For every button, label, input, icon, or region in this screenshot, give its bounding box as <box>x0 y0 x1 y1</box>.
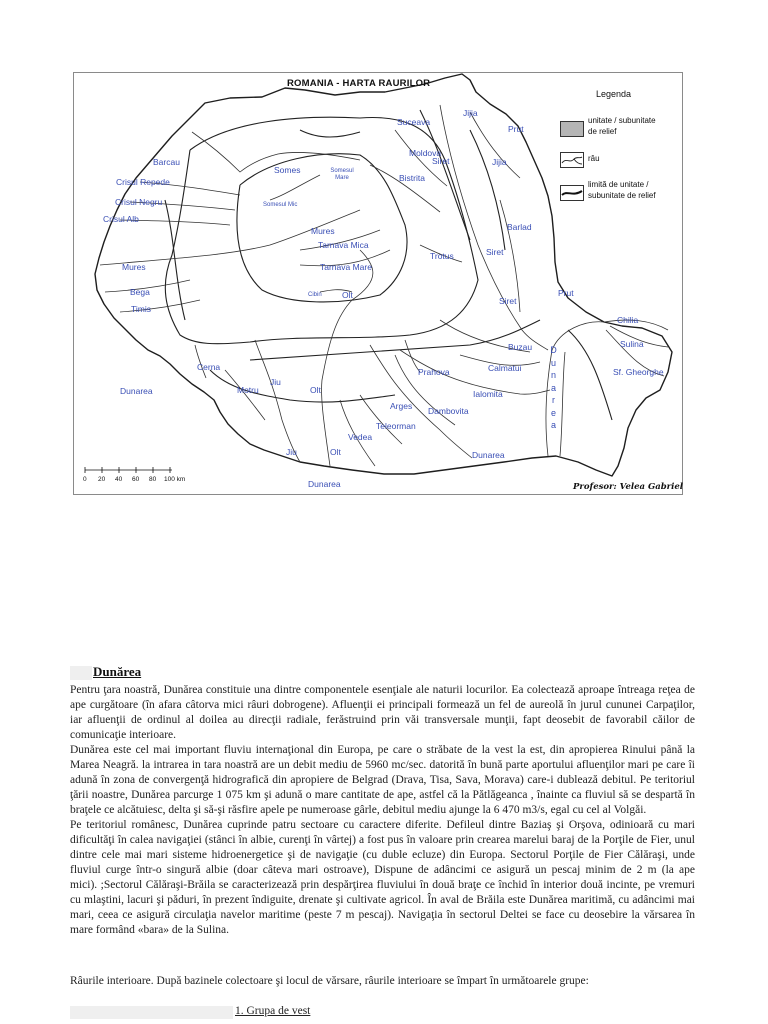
river-label-dambovita: Dambovita <box>428 406 469 416</box>
legend-relief-label: de relief <box>588 127 617 136</box>
legend-river-label: râu <box>588 154 600 163</box>
river-label-calmatui: Calmatui <box>488 363 522 373</box>
river-label-trotus: Trotus <box>430 251 454 261</box>
highlight-marker <box>70 1006 233 1019</box>
river-label-teleorman: Teleorman <box>376 421 416 431</box>
river-label-somesul-mare: Somesul Mare <box>330 168 354 181</box>
river-label-jijia: Jijia <box>492 157 507 167</box>
scale-label: 40 <box>115 476 123 483</box>
section-title: 1. Grupa de vest <box>235 1005 311 1017</box>
river-label-bega: Bega <box>130 287 150 297</box>
paragraph-line: Pentru ţara noastră, Dunărea constituie una dintre componentele esenţiale ale naturii locurilor. Ea colectează aproape întreaga reţea de <box>70 684 695 696</box>
river-label-buzau: Buzau <box>508 342 533 352</box>
river-label-barcau: Barcau <box>153 157 180 167</box>
river-symbol-icon <box>561 153 583 167</box>
scale-bar <box>85 467 172 473</box>
river-label-moldova: Moldova <box>409 148 442 158</box>
river-label-cibin: Cibin <box>308 292 322 298</box>
river-label-prut: Prut <box>558 288 574 298</box>
paragraph-line: dintre cele mai mari sisteme hidroenergetice şi de navigaţie (cu duble ecluze) din Europa. Sectorul Porţile de Fier Călăraşi, unde <box>70 849 695 861</box>
river-label-siret: Siret <box>432 156 450 166</box>
paragraph-line: comunicaţie interioare. <box>70 729 177 741</box>
river-label-barlad: Barlad <box>507 222 532 232</box>
river-label-crisul-repede: Crisul Repede <box>116 177 170 187</box>
river-label-suceava: Suceava <box>397 117 431 127</box>
scale-label: 20 <box>98 476 106 483</box>
country-border <box>95 74 672 476</box>
legend-relief-label: unitate / subunitate <box>588 116 656 125</box>
legend-boundary-label: limită de unitate / <box>588 180 649 189</box>
article-heading: Dunărea <box>93 664 142 679</box>
river-label-timis: Timis <box>131 304 151 314</box>
paragraph-line: iar afluenţii de ordinul al doilea au direcţii radiale, ferăstruind prin văi transversale munţii, fapt deosebit de favorabil căilor de <box>70 714 695 726</box>
paragraph-line: cu mlaştini, lacuri şi păduri, în prezent îndiguite, drenate şi cultivate agricol. În aval de Brăila este Dunărea maritimă, cu adâncimi mai <box>70 894 695 906</box>
legend-boundary-label: subunitate de relief <box>588 191 656 200</box>
river-label-crisul-negru: Crisul Negru <box>115 197 163 207</box>
river-label-mures: Mures <box>122 262 146 272</box>
river-label-arges: Arges <box>390 401 413 411</box>
river-label-prahova: Prahova <box>418 367 450 377</box>
river-label-dunarea-vertical: Dunarea <box>550 345 557 430</box>
river-label-sulina: Sulina <box>620 339 644 349</box>
river-label-dunarea: Dunarea <box>308 479 341 489</box>
highlight-marker <box>70 666 92 680</box>
river-label-ialomita: Ialomita <box>473 389 503 399</box>
paragraph-line: braţele ce alcătuiesc, delta şi să-şi răsfire apele pe numeroase gârle, debitul mediu ajunge la 6 470 m3/s, egal cu cel al Volgăi. <box>70 804 647 816</box>
river-label-prut: Prut <box>508 124 524 134</box>
map-title: ROMANIA - HARTA RAURILOR <box>287 78 431 89</box>
river-groups-intro: Râurile interioare. După bazinele colectoare şi locul de vărsare, râurile interioare se împart în următoarele grupe: <box>70 975 589 987</box>
river-label-tarnava-mare: Tarnava Mare <box>320 262 372 272</box>
river-label-vedea: Vedea <box>348 432 373 442</box>
paragraph-line: adună în zona de convergenţă hidrografică din apropiere de Belgrad (Drava, Tisa, Sava, Morava) care-i dublează debitul. Pe teritoriul <box>70 774 695 786</box>
paragraph <box>70 743 695 818</box>
paragraph-line: fluviul curge într-o singură albie (doar câteva mari ostroave), Dispune de adâncimi ce asigură un pescaj minim de 2 m (la ape <box>70 864 695 876</box>
scale-bar-line <box>85 467 172 473</box>
romania-river-map <box>0 0 768 500</box>
river-label-dunarea: Dunarea <box>120 386 153 396</box>
legend-relief-swatch <box>560 121 584 137</box>
river-label-dunarea: Dunarea <box>472 450 505 460</box>
river-label-jiu: Jiu <box>286 447 297 457</box>
paragraph-line: ţării noastre, Dunărea parcurge 1 075 km şi adună o mare cantitate de ape, astfel că la Pătlăgeanca , înainte ca fluviul să se despartă în <box>70 789 695 801</box>
river-label-crisul-alb: Crisul Alb <box>103 214 139 224</box>
scale-label: 60 <box>132 476 140 483</box>
river-label-siret: Siret <box>486 247 504 257</box>
paragraph-line: mari, ceea ce asigură circulaţia navelor maritime (peste 7 m pescaj). Navigaţia în sectorul Deltei se face cu deosebire la vărsarea în <box>70 909 695 921</box>
river-label-sf-gheorghe: Sf. Gheorghe <box>613 367 664 377</box>
river-label-chilia: Chilia <box>617 315 639 325</box>
paragraph <box>70 683 695 743</box>
legend-river-swatch <box>560 152 584 168</box>
map-credit: Profesor: Velea Gabriel <box>573 482 684 492</box>
scale-label: 0 <box>83 476 87 483</box>
paragraph-line: Marea Neagră. la intrarea in tara noastră are un debit mediu de 5960 mc/sec. datorită în bună parte aportului afluenţilor mari pe care îi <box>70 759 695 771</box>
paragraph <box>70 818 695 938</box>
river-label-olt: Olt <box>310 385 321 395</box>
river-label-olt: Olt <box>342 290 353 300</box>
boundary-symbol-icon <box>561 186 583 200</box>
river-label-cerna: Cerna <box>197 362 221 372</box>
river-label-mures: Mures <box>311 226 335 236</box>
scale-label: 80 <box>149 476 157 483</box>
river-label-siret: Siret <box>499 296 517 306</box>
legend-boundary-swatch <box>560 185 584 201</box>
river-label-olt: Olt <box>330 447 341 457</box>
river-label-bistrita: Bistrita <box>399 173 425 183</box>
river-label-jijia: Jijia <box>463 108 478 118</box>
paragraph-line: mare formând «bara» de la Sulina. <box>70 924 230 936</box>
river-label-somesul-mic: Somesul Mic <box>263 202 298 208</box>
paragraph-line: ape curgătoare (în afara câtorva mici râuri dobrogene). Afluenţii ei principali formează un fel de aureolă în jurul cununei Carpaţilor, <box>70 699 695 711</box>
river-label-tarnava-mica: Tarnava Mica <box>318 240 369 250</box>
river-label-somes: Somes <box>274 165 301 175</box>
river-label-jiu: Jiu <box>270 377 281 387</box>
scale-label: 100 km <box>164 476 186 483</box>
paragraph-line: dificultăţi în calea navigaţiei (stânci în albie, curenţi în vârtej) a fost pus în valoare prin crearea marelui baraj de la Porţile de Fier, unul <box>70 834 695 846</box>
article-body <box>70 683 695 938</box>
paragraph-line: mici). ;Sectorul Călăraşi-Brăila se caracterizează prin despărţirea fluviului în două braţe ce închid în interior două incinte, pe vremuri <box>70 879 695 891</box>
paragraph-line: Pe teritoriul românesc, Dunărea cuprinde patru sectoare cu caractere diferite. Defileul dintre Baziaş şi Orşova, odinioară cu mari <box>70 819 695 831</box>
legend-heading: Legenda <box>596 89 632 99</box>
paragraph-line: Dunărea este cel mai important fluviu internaţional din Europa, pe care o străbate de la vest la est, din apropierea Rinului până la <box>70 744 695 756</box>
river-label-motru: Motru <box>237 385 259 395</box>
